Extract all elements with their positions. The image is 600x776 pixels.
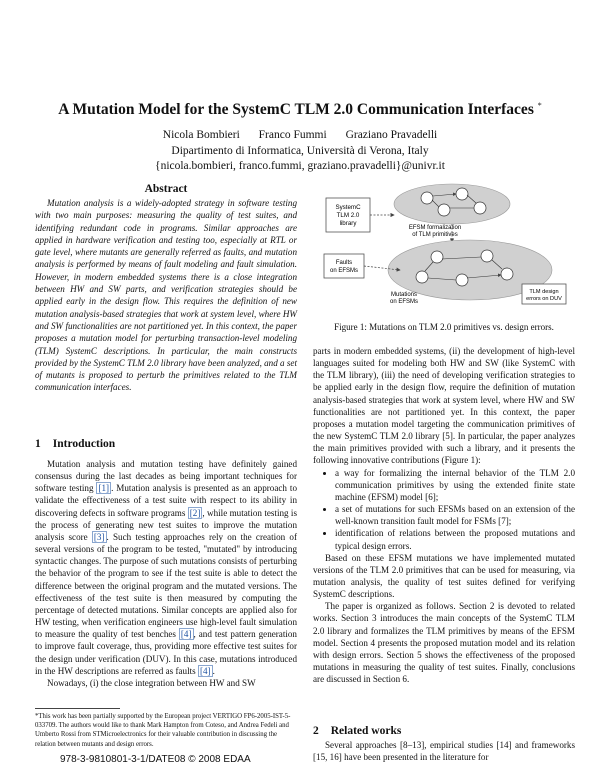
citation-link[interactable]: [2] <box>189 507 201 518</box>
library-label: library <box>339 220 357 227</box>
state-node <box>481 250 493 262</box>
abstract-paragraph: Mutation analysis is a widely-adopted strategy in software testing with two main purposes: measuring the quality of test suites, and identifying redundant code in programs. Similar approaches are applied in hardware verification and testing too, especially at RTL or gate level, where mutants are generally referred as faults, and mutation analysis is performed by means of fault modeling and fault simulation. However, in modern embedded systems there is a close integration between HW and SW parts, and verification strategies should be applied early in the design flow. This requires the definition of new mutation analysis-based strategies that work at system level, where HW and SW functionalities are not partitioned yet. In this context, the paper proposes a mutation model for perturbing transaction-level modeling (TLM) SystemC descriptions. In particular, the main constructs provided by the SystemC TLM 2.0 library have been analyzed, and a set of mutants is proposed to perturb the primitives related to the TLM communication interfaces. <box>35 198 297 393</box>
abstract-heading: Abstract <box>144 183 188 195</box>
author-block <box>0 128 600 175</box>
section-heading-related-works <box>313 725 575 737</box>
citation-link[interactable]: [4] <box>180 629 192 640</box>
faults-label: Faults <box>335 260 353 266</box>
state-node <box>416 271 428 283</box>
title-footnote-mark: * <box>537 101 542 110</box>
citation-link[interactable]: [4] <box>199 665 211 676</box>
figure-1-caption: Figure 1: Mutations on TLM 2.0 primitives vs. design errors. <box>334 322 554 332</box>
state-node <box>474 202 486 214</box>
faults-box <box>324 254 364 278</box>
efsm-label: of TLM primitives <box>412 232 458 238</box>
paper-title: A Mutation Model for the SystemC TLM 2.0 Communication Interfaces * <box>58 101 542 119</box>
figure-1-diagram <box>322 182 570 310</box>
citation-link[interactable]: [3] <box>93 531 105 542</box>
state-node <box>456 188 468 200</box>
isbn-footer: 978-3-9810801-3-1/DATE08 © 2008 EDAA <box>60 754 251 765</box>
faults-label: on EFSMs <box>329 268 359 274</box>
right-column-body <box>313 345 575 685</box>
related-works-body <box>313 739 575 763</box>
affiliation: Dipartimento di Informatica, Università di Verona, Italy <box>171 144 429 157</box>
citation-link[interactable]: [1] <box>98 483 110 494</box>
list-item: • a way for formalizing the internal behavior of the TLM 2.0 communication primitives by using the extended finite state machine (EFSM) model [6]; <box>335 467 575 503</box>
section-heading-introduction <box>35 438 297 450</box>
introduction-body <box>35 458 297 689</box>
intro-paragraph-3: Based on these EFSM mutations we have implemented mutated versions of the TLM 2.0 primitives that can be used for measuring, via mutation analysis, the quality of test suites defined for verifying SystemC descriptions. <box>313 552 575 600</box>
state-node <box>438 204 450 216</box>
mutations-label: Mutations <box>390 292 418 298</box>
section-title: Related works <box>330 725 402 737</box>
state-node <box>456 274 468 286</box>
section-number: 1 <box>35 438 41 450</box>
list-item: • identification of relations between the proposed mutations and typical design errors. <box>335 527 575 551</box>
section-title: Introduction <box>52 438 116 450</box>
footnote: *This work has been partially supported by the European project VERTIGO FP6-2005-IST-5-033709. The authors would like to thank Mark Hampton from Coteso, and Andrea Fedeli and Umberto Rossi from STMicroelectronics for their valuable contribution in discussing the relation between mutants and design errors. <box>35 713 291 748</box>
state-node <box>501 268 513 280</box>
efsm-cloud <box>394 184 510 224</box>
author-name: Franco Fummi <box>258 129 327 141</box>
library-label: TLM 2.0 <box>336 212 360 219</box>
intro-paragraph-2: Nowadays, (i) the close integration between HW and SW <box>47 677 256 688</box>
intro-paragraph-4: The paper is organized as follows. Section 2 is devoted to related works. Section 3 introduces the main concepts of the SystemC TLM 2.0 library and formalizes the TLM primitives by means of the EFSM model. Section 4 presents the proposed mutation model and its relation with design errors. Section 5 shows the effectiveness of the proposed mutations in measuring the quality of test suites. Finally, conclusions are discussed in Section 6. <box>313 601 575 685</box>
author-name: Graziano Pravadelli <box>345 129 438 141</box>
mutations-label: on EFSMs <box>389 299 419 305</box>
contribution-list <box>313 467 575 552</box>
state-node <box>421 192 433 204</box>
related-paragraph-1: Several approaches [8–13], empirical studies [14] and frameworks [15, 16] have been presented in the literature for <box>313 740 575 763</box>
list-item: • a set of mutations for such EFSMs based on an extension of the well-known transition fault model for FSMs [7]; <box>335 503 575 527</box>
author-names <box>0 128 600 144</box>
efsm-label: EFSM formalization <box>408 225 462 231</box>
abstract-body <box>35 197 297 394</box>
design-errors-label: TLM design <box>529 289 559 295</box>
intro-paragraph-1: Mutation analysis and mutation testing have definitely gained consensus during the last decades as being important techniques for software testing [1] . Mutation analysis is presented as an approach to validate the effectiveness of a test suite with respect to its ability in discovering defects in software programs [2] , while mutation testing is the process of generating new test suites to improve the mutation analysis score [3] . Such testing approaches rely on the creation of several versions of the program to be tested, "mutated" by introducing syntactic changes. The purpose of such mutations consists of perturbing the behavior of the program to see if the test suite is able to detect the difference between the original program and the mutated versions. The effectiveness of the test suite is then measured by computing the percentage of detected mutations. Similar concepts are applied also for HW testing, when verification engineers use high-level fault simulation to measure the quality of test benches [4] , and test pattern generation to improve fault coverage, thus, providing more effective test suites for the design under verification (DUV). In this case, mutations introduced in the HW descriptions are referred as faults [4] . <box>35 459 298 676</box>
intro-continuation: parts in modern embedded systems, (ii) the development of high-level languages suited for modeling both HW and SW (like SystemC with the TLM library), (iii) the need of developing verification strategies to be applied early in the design flow, require the definition of mutation analysis-based strategies that work at system level, where HW and SW functionalities are not partitioned yet. In this context, the paper proposes a mutation model targeting the communication primitives of the new SystemC TLM 2.0 library [5]. In particular, the paper analyzes the main primitives provided with such a library, and it presents the following innovative contributions (Figure 1): <box>313 346 575 466</box>
section-number: 2 <box>313 725 319 737</box>
design-errors-label: errors on DUV <box>526 296 562 302</box>
footnote-rule <box>35 708 120 709</box>
author-emails: {nicola.bombieri, franco.fummi, graziano.pravadelli}@univr.it <box>155 160 445 172</box>
library-label: SystemC <box>335 204 361 211</box>
author-name: Nicola Bombieri <box>162 129 240 141</box>
state-node <box>431 251 443 263</box>
